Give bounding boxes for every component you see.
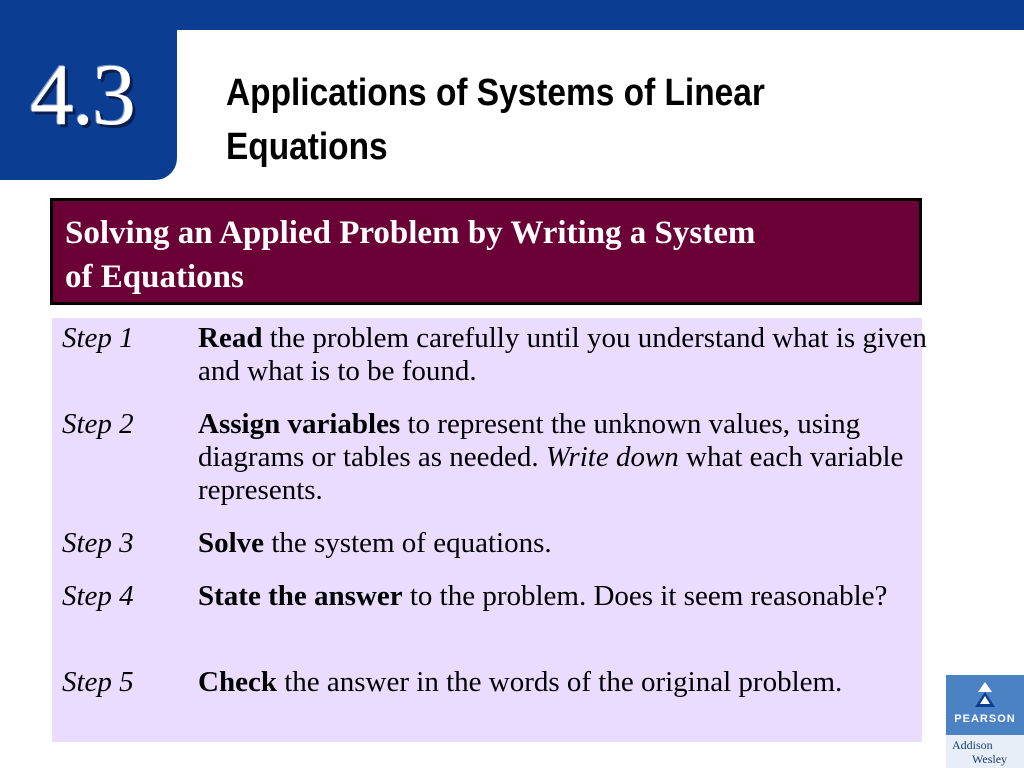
step-label: Step 5	[62, 666, 134, 698]
step-emphasis: Write down	[545, 441, 679, 473]
slide-title	[226, 66, 842, 174]
step-text	[198, 322, 928, 388]
logo-brand: PEARSON	[954, 713, 1016, 725]
step-label: Step 4	[62, 580, 134, 612]
steps-panel	[52, 318, 927, 742]
logo-imprint-line-1: Addison	[952, 738, 993, 752]
section-number: 4.3	[30, 47, 134, 144]
step-text	[198, 580, 928, 613]
step-label: Step 2	[62, 408, 134, 440]
step-text	[198, 408, 928, 507]
step-description: to represent the unknown values, using diagrams or tables as needed.	[198, 408, 861, 473]
step-keyword: Solve	[198, 527, 265, 559]
procedure-header-line-1: Solving an Applied Problem by Writing a System	[65, 215, 756, 251]
logo-imprint-line-2: Wesley	[972, 752, 1008, 766]
step-keyword: Read	[198, 322, 263, 354]
step-text	[198, 527, 928, 560]
step-description-end: what each variable represents.	[198, 441, 904, 506]
slide-title-line-1: Applications of Systems of Linear	[226, 72, 765, 114]
slide-title-line-2: Equations	[226, 126, 388, 168]
logo-imprint	[946, 735, 1024, 768]
step-description: the system of equations.	[264, 527, 552, 559]
step-keyword: Check	[198, 666, 277, 698]
step-description: to the problem. Does it seem reasonable?	[402, 580, 888, 612]
step-description: the problem carefully until you understand what is given and what is to be found.	[198, 322, 927, 387]
step-keyword: Assign variables	[198, 408, 401, 440]
step-keyword: State the answer	[198, 580, 403, 612]
section-badge	[0, 0, 177, 180]
step-label: Step 1	[62, 322, 134, 354]
step-label: Step 3	[62, 527, 134, 559]
publisher-logo	[946, 675, 1024, 768]
step-description: the answer in the words of the original problem.	[276, 666, 843, 698]
procedure-header	[50, 198, 922, 305]
step-text	[198, 666, 928, 699]
procedure-header-line-2: of Equations	[65, 259, 244, 295]
pearson-logo-icon	[971, 681, 999, 709]
